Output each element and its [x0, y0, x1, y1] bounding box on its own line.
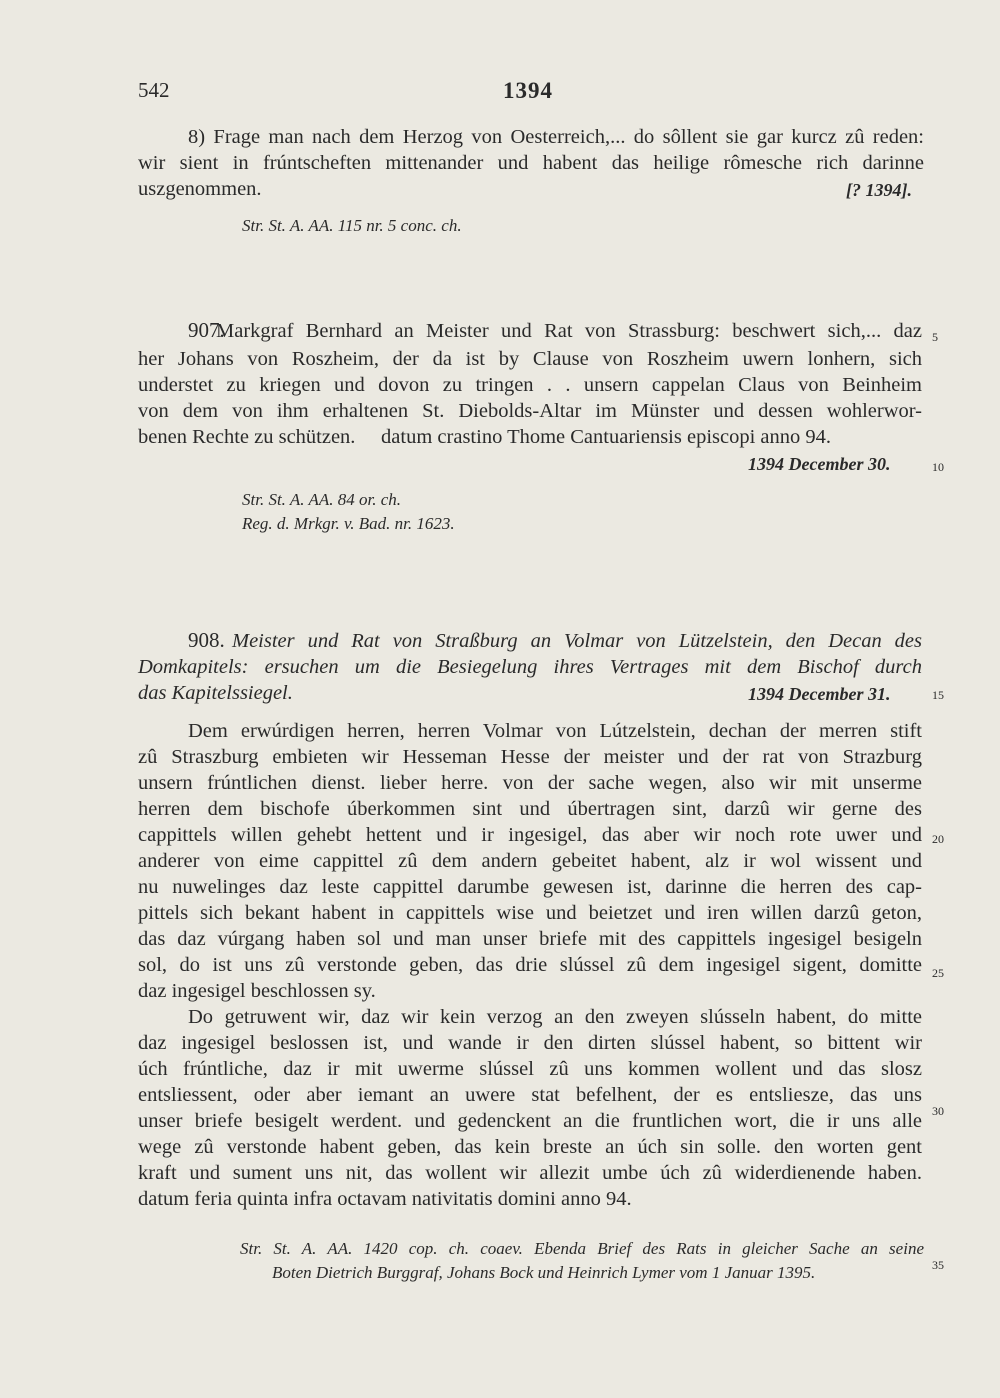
prev-entry-line-2: wir sient in frúntscheften mittenander und habent das heilige rômesche rich darinne: [138, 152, 924, 174]
margin-line-number: 15: [932, 688, 944, 702]
entry-907-date: 1394 December 30.: [748, 454, 891, 474]
entry-908-body-line-8: pittels sich bekant habent in cappittels wise und beietzet und iren willen darzû geton,: [138, 902, 922, 924]
entry-908-body-line-9: das daz vúrgang haben sol und man unser briefe mit des cappittels ingesigel besigeln: [138, 928, 922, 950]
entry-908-body-line-5: cappittels willen gehebt hettent und ir ingesigel, das aber wir noch rote uwer und: [138, 824, 922, 846]
entry-908-body-line-10: sol, do ist uns zû verstonde geben, das drie slússel zû dem ingesigel sigent, domitte: [138, 954, 922, 976]
running-head-year: 1394: [503, 78, 553, 103]
margin-line-number: 10: [932, 460, 944, 474]
entry-908-body-line-12: Do getruwent wir, daz wir kein verzog an den zweyen slússeln habent, do mitte: [188, 1006, 922, 1028]
entry-908-heading-line-2: Domkapitels: ersuchen um die Besiegelung ihres Vertrages mit dem Bischof durch: [138, 656, 922, 678]
prev-entry-source: Str. St. A. AA. 115 nr. 5 conc. ch.: [242, 216, 462, 235]
entry-908-body-line-16: unser briefe besigelt werdent. und gedenckent an die fruntlichen wort, die ir uns alle: [138, 1110, 922, 1132]
entry-907-line-4: von dem von ihm erhaltenen St. Diebolds-Altar im Münster und dessen wohlerwor-: [138, 400, 922, 422]
entry-907-number: 907.: [188, 318, 225, 342]
entry-907-source-2: Reg. d. Mrkgr. v. Bad. nr. 1623.: [242, 514, 455, 533]
entry-908-body-line-7: nu nuwelinges daz leste cappittel darumbe gewesen ist, darinne die herren des cap-: [138, 876, 922, 898]
entry-908-body-line-15: entsliessent, oder aber iemant an uwere stat befelhent, der es entsliesze, das uns: [138, 1084, 922, 1106]
entry-908-body-line-4: herren dem bischofe úberkommen sint und úbertragen sint, darzû wir gerne des: [138, 798, 922, 820]
entry-908-body-line-13: daz ingesigel beslossen ist, und wande ir den dirten slússel habent, so bittent wir: [138, 1032, 922, 1054]
page-number: 542: [138, 78, 170, 102]
entry-908-number: 908.: [188, 628, 225, 652]
entry-908-body-line-17: wege zû verstonde habent geben, das kein breste an úch sin solle. den worten gent: [138, 1136, 922, 1158]
margin-line-number: 30: [932, 1104, 944, 1118]
prev-entry-line-3: uszgenommen.: [138, 178, 262, 200]
prev-entry-line-1: 8) Frage man nach dem Herzog von Oesterreich,... do sôllent sie gar kurcz zû reden:: [188, 126, 924, 148]
entry-908-body-line-14: úch frúntliche, daz ir mit uwerme slússel zû uns kommen wollent und das slosz: [138, 1058, 922, 1080]
entry-908-heading-line-1: Meister und Rat von Straßburg an Volmar von Lützelstein, den Decan des: [232, 630, 922, 652]
entry-908-body-line-3: unsern frúntlichen dienst. lieber herre. von der sache wegen, also wir mit unserme: [138, 772, 922, 794]
entry-907-source-1: Str. St. A. AA. 84 or. ch.: [242, 490, 401, 509]
entry-907-line-5: benen Rechte zu schützen. datum crastino Thome Cantuariensis episcopi anno 94.: [138, 426, 832, 448]
margin-line-number: 35: [932, 1258, 944, 1272]
entry-908-body-line-1: Dem erwúrdigen herren, herren Volmar von Lútzelstein, dechan der merren stift: [188, 720, 922, 742]
entry-908-body-line-18: kraft und sument uns nit, das wollent wir allezit umbe úch zû widerdienende haben.: [138, 1162, 922, 1184]
entry-908-body-line-11: daz ingesigel beschlossen sy.: [138, 980, 376, 1002]
entry-908-source-line-2: Boten Dietrich Burggraf, Johans Bock und Heinrich Lymer vom 1 Januar 1395.: [272, 1263, 816, 1282]
prev-entry-date: [? 1394].: [846, 180, 912, 200]
entry-908-body-line-6: anderer von eime cappittel zû dem andern gebeitet habent, alz ir wol wissent und: [138, 850, 922, 872]
entry-908-body-line-19: datum feria quinta infra octavam nativitatis domini anno 94.: [138, 1188, 632, 1210]
entry-907-line-2: her Johans von Roszheim, der da ist by Clause von Roszheim uwern lonhern, sich: [138, 348, 922, 370]
entry-907-line-1: Markgraf Bernhard an Meister und Rat von Strassburg: beschwert sich,... daz: [216, 320, 922, 342]
entry-908-heading-line-3: das Kapitelssiegel.: [138, 682, 293, 704]
margin-line-number: 20: [932, 832, 944, 846]
entry-908-source-line-1: Str. St. A. AA. 1420 cop. ch. coaev. Ebenda Brief des Rats in gleicher Sache an seine: [240, 1239, 924, 1258]
margin-line-number: 25: [932, 966, 944, 980]
margin-line-number: 5: [932, 330, 938, 344]
entry-907-line-3: understet zu kriegen und dovon zu tringen . . unsern cappelan Claus von Beinheim: [138, 374, 922, 396]
entry-908-body-line-2: zû Straszburg embieten wir Hesseman Hesse der meister und der rat von Strazburg: [138, 746, 922, 768]
entry-908-date: 1394 December 31.: [748, 684, 891, 704]
